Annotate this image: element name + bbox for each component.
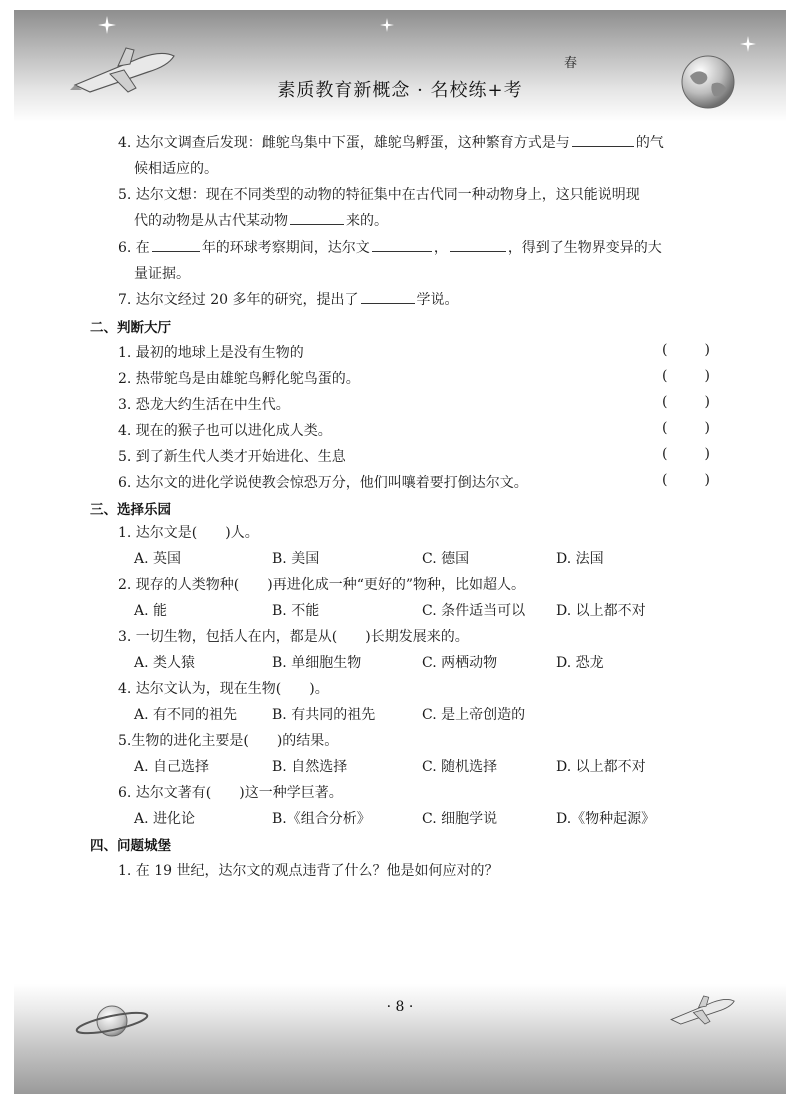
answer-blank[interactable] <box>450 237 506 252</box>
fill-item-6: 6. 在 年的环球考察期间，达尔文 ， ，得到了生物界变异的大 <box>118 237 662 257</box>
sparkle-star-icon <box>98 16 116 34</box>
answer-blank[interactable] <box>372 237 432 252</box>
fill-item-5: 5. 达尔文想：现在不同类型的动物的特征集中在古代同一种动物身上，这只能说明现 <box>118 187 640 203</box>
season-label: 春 <box>564 56 578 71</box>
choice-option[interactable]: D. 以上都不对 <box>556 759 646 775</box>
answer-blank[interactable] <box>572 132 634 147</box>
choice-option[interactable]: B. 美国 <box>272 551 320 567</box>
choice-stem: 4. 达尔文认为，现在生物( )。 <box>118 681 329 697</box>
choice-option[interactable]: D. 法国 <box>556 551 604 567</box>
choice-option[interactable]: D.《物种起源》 <box>556 811 656 827</box>
choice-option[interactable]: A. 能 <box>134 603 168 619</box>
choice-option[interactable]: D. 恐龙 <box>556 655 604 671</box>
section-title-questions: 四、问题城堡 <box>90 838 171 854</box>
choice-option[interactable]: B. 单细胞生物 <box>272 655 362 671</box>
choice-stem: 6. 达尔文著有( )这一种学巨著。 <box>118 785 343 801</box>
choice-option[interactable]: A. 自己选择 <box>134 759 210 775</box>
choice-option[interactable]: C. 条件适当可以 <box>422 603 526 619</box>
fill-item-7: 7. 达尔文经过 20 多年的研究，提出了 学说。 <box>118 289 459 309</box>
question-item: 1. 在 19 世纪，达尔文的观点违背了什么？他是如何应对的？ <box>118 863 499 879</box>
section-title-choice: 三、选择乐园 <box>90 502 171 518</box>
answer-blank[interactable] <box>152 237 200 252</box>
fill-item-5-cont: 代的动物是从古代某动物 来的。 <box>134 210 388 230</box>
section-title-judge: 二、判断大厅 <box>90 320 171 336</box>
page-title: 素质教育新概念 · 名校练+考 <box>277 80 523 101</box>
choice-option[interactable]: A. 英国 <box>134 551 182 567</box>
choice-option[interactable]: A. 进化论 <box>134 811 196 827</box>
answer-paren[interactable]: ( ) <box>662 420 710 436</box>
choice-option[interactable]: C. 是上帝创造的 <box>422 707 526 723</box>
judge-item: 2. 热带鸵鸟是由雄鸵鸟孵化鸵鸟蛋的。 <box>118 371 360 387</box>
answer-paren[interactable]: ( ) <box>662 446 710 462</box>
answer-paren[interactable]: ( ) <box>662 342 710 358</box>
choice-option[interactable]: B. 自然选择 <box>272 759 348 775</box>
choice-option[interactable]: D. 以上都不对 <box>556 603 646 619</box>
judge-item: 6. 达尔文的进化学说使教会惊恐万分，他们叫嚷着要打倒达尔文。 <box>118 475 528 491</box>
choice-stem: 3. 一切生物，包括人在内，都是从( )长期发展来的。 <box>118 629 469 645</box>
choice-option[interactable]: C. 德国 <box>422 551 470 567</box>
choice-option[interactable]: B. 不能 <box>272 603 320 619</box>
choice-stem: 1. 达尔文是( )人。 <box>118 525 259 541</box>
choice-option[interactable]: A. 有不同的祖先 <box>134 707 238 723</box>
choice-option[interactable]: B. 有共同的祖先 <box>272 707 376 723</box>
choice-option[interactable]: B.《组合分析》 <box>272 811 371 827</box>
page-number: · 8 · <box>386 999 414 1015</box>
judge-item: 4. 现在的猴子也可以进化成人类。 <box>118 423 332 439</box>
answer-blank[interactable] <box>290 210 344 225</box>
choice-option[interactable]: A. 类人猿 <box>134 655 196 671</box>
answer-blank[interactable] <box>361 289 415 304</box>
judge-item: 3. 恐龙大约生活在中生代。 <box>118 397 290 413</box>
sparkle-star-icon <box>740 36 756 52</box>
answer-paren[interactable]: ( ) <box>662 394 710 410</box>
choice-option[interactable]: C. 随机选择 <box>422 759 498 775</box>
sparkle-star-icon <box>380 18 394 32</box>
fill-item-4-cont: 候相适应的。 <box>134 161 218 177</box>
choice-stem: 2. 现存的人类物种( )再进化成一种“更好的”物种，比如超人。 <box>118 577 526 593</box>
choice-stem: 5.生物的进化主要是( )的结果。 <box>118 733 339 749</box>
answer-paren[interactable]: ( ) <box>662 368 710 384</box>
fill-item-4: 4. 达尔文调查后发现：雌鸵鸟集中下蛋，雄鸵鸟孵蛋，这种繁育方式是与 的气 <box>118 132 664 152</box>
choice-option[interactable]: C. 细胞学说 <box>422 811 498 827</box>
choice-option[interactable]: C. 两栖动物 <box>422 655 498 671</box>
answer-paren[interactable]: ( ) <box>662 472 710 488</box>
fill-item-6-cont: 量证据。 <box>134 266 190 282</box>
judge-item: 1. 最初的地球上是没有生物的 <box>118 345 304 361</box>
judge-item: 5. 到了新生代人类才开始进化、生息 <box>118 449 346 465</box>
